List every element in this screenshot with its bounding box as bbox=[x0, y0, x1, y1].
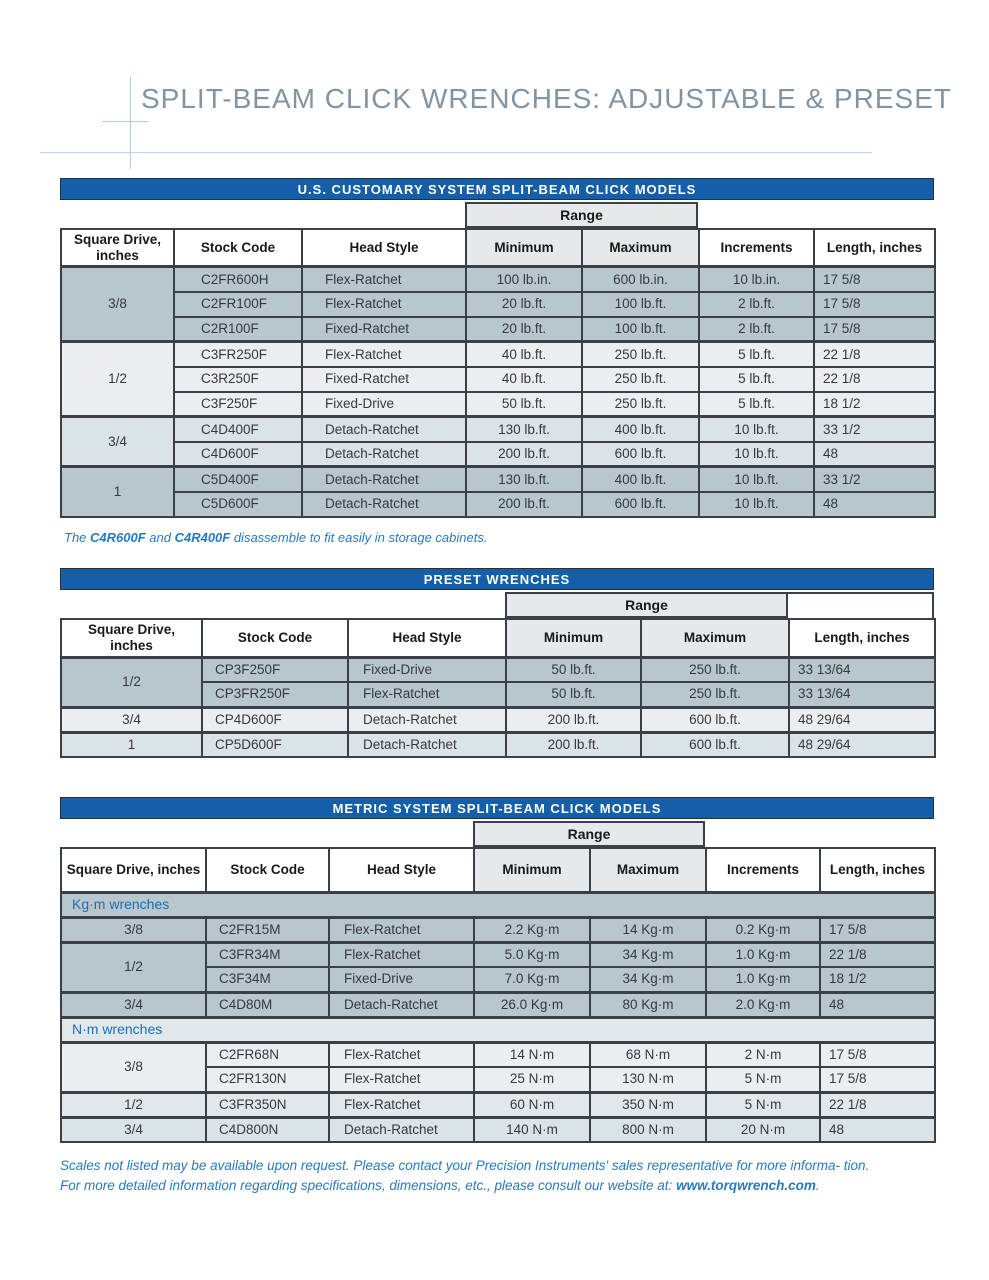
cell-length: 48 bbox=[820, 992, 935, 1017]
cell-head-style: Fixed-Drive bbox=[348, 657, 506, 682]
note-text: and bbox=[145, 530, 175, 545]
spec-table bbox=[60, 618, 936, 758]
drive-size-cell: 1 bbox=[61, 732, 202, 757]
cell-length: 33 13/64 bbox=[789, 682, 935, 707]
cell-maximum: 34 Kg·m bbox=[590, 967, 706, 992]
cell-length: 33 1/2 bbox=[814, 467, 935, 492]
cell-length: 48 29/64 bbox=[789, 732, 935, 757]
footer-note bbox=[60, 1156, 878, 1195]
cell-stock-code: CP3F250F bbox=[202, 657, 348, 682]
footer-text-line2: tion. For more detailed information regarding specifications, dimensions, etc., please consult our website at: bbox=[60, 1158, 870, 1193]
table-row bbox=[61, 367, 935, 392]
cell-stock-code: C5D600F bbox=[174, 492, 302, 517]
cell-maximum: 600 lb.ft. bbox=[641, 707, 789, 732]
cell-maximum: 250 lb.ft. bbox=[582, 392, 699, 417]
cell-stock-code: C2FR100F bbox=[174, 292, 302, 317]
cell-increments: 2 N·m bbox=[706, 1042, 820, 1067]
cell-head-style: Detach-Ratchet bbox=[302, 442, 466, 467]
cell-maximum: 600 lb.ft. bbox=[582, 442, 699, 467]
cell-maximum: 68 N·m bbox=[590, 1042, 706, 1067]
column-header-increments: Increments bbox=[706, 848, 820, 892]
cell-minimum: 25 N·m bbox=[474, 1067, 590, 1092]
cell-head-style: Detach-Ratchet bbox=[329, 1117, 474, 1142]
range-header-row bbox=[60, 590, 934, 618]
note-text: The bbox=[64, 530, 91, 545]
cell-head-style: Detach-Ratchet bbox=[302, 417, 466, 442]
cell-increments: 10 lb.ft. bbox=[699, 467, 814, 492]
disassembly-note bbox=[64, 530, 487, 545]
cell-maximum: 34 Kg·m bbox=[590, 942, 706, 967]
cell-maximum: 250 lb.ft. bbox=[582, 342, 699, 367]
table-row bbox=[61, 392, 935, 417]
table-row bbox=[61, 657, 935, 682]
column-header-stock-code: Stock Code bbox=[174, 229, 302, 267]
us-customary-table bbox=[60, 178, 934, 518]
column-header-head-style: Head Style bbox=[348, 619, 506, 657]
cell-length: 17 5/8 bbox=[814, 292, 935, 317]
cell-head-style: Flex-Ratchet bbox=[302, 292, 466, 317]
cell-increments: 2 lb.ft. bbox=[699, 317, 814, 342]
cell-minimum: 130 lb.ft. bbox=[466, 417, 582, 442]
cell-head-style: Detach-Ratchet bbox=[348, 732, 506, 757]
table-row bbox=[61, 492, 935, 517]
cell-head-style: Flex-Ratchet bbox=[348, 682, 506, 707]
table-row bbox=[61, 992, 935, 1017]
note-stock-code: C4R400F bbox=[174, 530, 231, 545]
column-header-square-drive: Square Drive, inches bbox=[61, 229, 174, 267]
cell-stock-code: C2FR68N bbox=[206, 1042, 329, 1067]
table-row bbox=[61, 942, 935, 967]
column-header-minimum: Minimum bbox=[474, 848, 590, 892]
column-header-maximum: Maximum bbox=[590, 848, 706, 892]
cell-increments: 1.0 Kg·m bbox=[706, 967, 820, 992]
drive-size-cell: 3/4 bbox=[61, 707, 202, 732]
cell-minimum: 200 lb.ft. bbox=[506, 732, 641, 757]
cell-stock-code: C3FR34M bbox=[206, 942, 329, 967]
drive-size-cell: 1/2 bbox=[61, 942, 206, 992]
column-header-increments: Increments bbox=[699, 229, 814, 267]
cell-maximum: 80 Kg·m bbox=[590, 992, 706, 1017]
cell-minimum: 7.0 Kg·m bbox=[474, 967, 590, 992]
cell-length: 17 5/8 bbox=[814, 317, 935, 342]
cell-head-style: Detach-Ratchet bbox=[302, 467, 466, 492]
cell-head-style: Flex-Ratchet bbox=[329, 1067, 474, 1092]
cell-head-style: Fixed-Ratchet bbox=[302, 317, 466, 342]
section-label: N·m wrenches bbox=[61, 1017, 935, 1042]
cell-minimum: 200 lb.ft. bbox=[466, 442, 582, 467]
cell-stock-code: CP3FR250F bbox=[202, 682, 348, 707]
drive-size-cell: 1 bbox=[61, 467, 174, 517]
range-header: Range bbox=[473, 821, 705, 847]
cell-minimum: 140 N·m bbox=[474, 1117, 590, 1142]
cell-stock-code: C4D800N bbox=[206, 1117, 329, 1142]
table-row bbox=[61, 707, 935, 732]
cell-head-style: Flex-Ratchet bbox=[302, 342, 466, 367]
cell-maximum: 250 lb.ft. bbox=[582, 367, 699, 392]
cell-stock-code: C2FR15M bbox=[206, 917, 329, 942]
cell-maximum: 600 lb.ft. bbox=[641, 732, 789, 757]
range-spacer-cell bbox=[786, 592, 934, 618]
header-row bbox=[61, 619, 935, 657]
cell-length: 48 29/64 bbox=[789, 707, 935, 732]
cell-maximum: 400 lb.ft. bbox=[582, 467, 699, 492]
cell-stock-code: C2FR600H bbox=[174, 267, 302, 292]
range-header-row bbox=[60, 200, 934, 228]
column-header-maximum: Maximum bbox=[641, 619, 789, 657]
table-row bbox=[61, 1042, 935, 1067]
footer-text-line1: Scales not listed may be available upon request. Please contact your Precision Instruments' sales representative for more informa- bbox=[60, 1158, 840, 1173]
cell-head-style: Flex-Ratchet bbox=[302, 267, 466, 292]
cell-minimum: 26.0 Kg·m bbox=[474, 992, 590, 1017]
cell-stock-code: CP4D600F bbox=[202, 707, 348, 732]
column-header-stock-code: Stock Code bbox=[206, 848, 329, 892]
cell-increments: 1.0 Kg·m bbox=[706, 942, 820, 967]
drive-size-cell: 3/8 bbox=[61, 267, 174, 342]
section-row bbox=[61, 1017, 935, 1042]
column-header-length: Length, inches bbox=[789, 619, 935, 657]
cell-maximum: 600 lb.in. bbox=[582, 267, 699, 292]
cell-maximum: 250 lb.ft. bbox=[641, 682, 789, 707]
range-header-row bbox=[60, 819, 934, 847]
cell-maximum: 400 lb.ft. bbox=[582, 417, 699, 442]
column-header-head-style: Head Style bbox=[302, 229, 466, 267]
cell-length: 17 5/8 bbox=[820, 917, 935, 942]
cell-minimum: 60 N·m bbox=[474, 1092, 590, 1117]
footer-period: . bbox=[815, 1177, 820, 1193]
cell-minimum: 14 N·m bbox=[474, 1042, 590, 1067]
cell-maximum: 600 lb.ft. bbox=[582, 492, 699, 517]
cell-minimum: 2.2 Kg·m bbox=[474, 917, 590, 942]
table-row bbox=[61, 317, 935, 342]
cell-length: 17 5/8 bbox=[820, 1042, 935, 1067]
cell-stock-code: C2R100F bbox=[174, 317, 302, 342]
cell-length: 22 1/8 bbox=[820, 942, 935, 967]
page-title: SPLIT-BEAM CLICK WRENCHES: ADJUSTABLE & PRESET bbox=[141, 83, 952, 114]
cell-increments: 5 N·m bbox=[706, 1092, 820, 1117]
drive-size-cell: 1/2 bbox=[61, 657, 202, 707]
cell-minimum: 20 lb.ft. bbox=[466, 292, 582, 317]
cell-increments: 5 lb.ft. bbox=[699, 342, 814, 367]
table-row bbox=[61, 267, 935, 292]
table-row bbox=[61, 1117, 935, 1142]
cell-stock-code: CP5D600F bbox=[202, 732, 348, 757]
crosshair-vertical-line bbox=[130, 76, 131, 169]
table-row bbox=[61, 292, 935, 317]
cell-length: 22 1/8 bbox=[814, 367, 935, 392]
cell-head-style: Detach-Ratchet bbox=[329, 992, 474, 1017]
table-row bbox=[61, 467, 935, 492]
cell-stock-code: C3R250F bbox=[174, 367, 302, 392]
title-underline-rule bbox=[40, 152, 872, 153]
cell-head-style: Flex-Ratchet bbox=[329, 942, 474, 967]
cell-length: 48 bbox=[814, 492, 935, 517]
drive-size-cell: 3/8 bbox=[61, 917, 206, 942]
cell-head-style: Fixed-Drive bbox=[329, 967, 474, 992]
table-title-bar: U.S. CUSTOMARY SYSTEM SPLIT-BEAM CLICK MODELS bbox=[60, 178, 934, 200]
cell-stock-code: C5D400F bbox=[174, 467, 302, 492]
cell-length: 48 bbox=[814, 442, 935, 467]
column-header-length: Length, inches bbox=[820, 848, 935, 892]
cell-length: 22 1/8 bbox=[820, 1092, 935, 1117]
preset-wrenches-table bbox=[60, 568, 934, 758]
cell-length: 18 1/2 bbox=[814, 392, 935, 417]
table-title-bar: PRESET WRENCHES bbox=[60, 568, 934, 590]
cell-minimum: 50 lb.ft. bbox=[506, 657, 641, 682]
column-header-minimum: Minimum bbox=[466, 229, 582, 267]
cell-length: 48 bbox=[820, 1117, 935, 1142]
cell-stock-code: C3F250F bbox=[174, 392, 302, 417]
cell-length: 18 1/2 bbox=[820, 967, 935, 992]
table-row bbox=[61, 417, 935, 442]
cell-increments: 10 lb.ft. bbox=[699, 492, 814, 517]
cell-maximum: 100 lb.ft. bbox=[582, 317, 699, 342]
cell-increments: 20 N·m bbox=[706, 1117, 820, 1142]
header-row bbox=[61, 229, 935, 267]
cell-minimum: 40 lb.ft. bbox=[466, 367, 582, 392]
cell-length: 22 1/8 bbox=[814, 342, 935, 367]
cell-maximum: 250 lb.ft. bbox=[641, 657, 789, 682]
cell-maximum: 130 N·m bbox=[590, 1067, 706, 1092]
section-row bbox=[61, 892, 935, 917]
table-row bbox=[61, 732, 935, 757]
cell-stock-code: C2FR130N bbox=[206, 1067, 329, 1092]
cell-stock-code: C4D80M bbox=[206, 992, 329, 1017]
cell-minimum: 200 lb.ft. bbox=[506, 707, 641, 732]
table-row bbox=[61, 917, 935, 942]
spec-table bbox=[60, 847, 936, 1143]
cell-minimum: 200 lb.ft. bbox=[466, 492, 582, 517]
cell-maximum: 100 lb.ft. bbox=[582, 292, 699, 317]
cell-stock-code: C3F34M bbox=[206, 967, 329, 992]
range-header: Range bbox=[465, 202, 698, 228]
cell-head-style: Fixed-Ratchet bbox=[302, 367, 466, 392]
cell-head-style: Fixed-Drive bbox=[302, 392, 466, 417]
drive-size-cell: 3/4 bbox=[61, 1117, 206, 1142]
cell-stock-code: C3FR250F bbox=[174, 342, 302, 367]
cell-head-style: Detach-Ratchet bbox=[348, 707, 506, 732]
cell-minimum: 50 lb.ft. bbox=[506, 682, 641, 707]
cell-minimum: 50 lb.ft. bbox=[466, 392, 582, 417]
table-row bbox=[61, 1092, 935, 1117]
column-header-square-drive: Square Drive, inches bbox=[61, 619, 202, 657]
spec-table bbox=[60, 228, 936, 518]
cell-increments: 5 N·m bbox=[706, 1067, 820, 1092]
cell-increments: 2.0 Kg·m bbox=[706, 992, 820, 1017]
cell-length: 33 13/64 bbox=[789, 657, 935, 682]
note-stock-code: C4R600F bbox=[90, 530, 146, 545]
cell-maximum: 800 N·m bbox=[590, 1117, 706, 1142]
cell-stock-code: C3FR350N bbox=[206, 1092, 329, 1117]
cell-minimum: 20 lb.ft. bbox=[466, 317, 582, 342]
cell-stock-code: C4D400F bbox=[174, 417, 302, 442]
cell-length: 17 5/8 bbox=[820, 1067, 935, 1092]
cell-increments: 2 lb.ft. bbox=[699, 292, 814, 317]
cell-length: 33 1/2 bbox=[814, 417, 935, 442]
cell-length: 17 5/8 bbox=[814, 267, 935, 292]
cell-increments: 5 lb.ft. bbox=[699, 367, 814, 392]
cell-minimum: 5.0 Kg·m bbox=[474, 942, 590, 967]
table-title-bar: METRIC SYSTEM SPLIT-BEAM CLICK MODELS bbox=[60, 797, 934, 819]
column-header-minimum: Minimum bbox=[506, 619, 641, 657]
column-header-maximum: Maximum bbox=[582, 229, 699, 267]
cell-stock-code: C4D600F bbox=[174, 442, 302, 467]
range-header: Range bbox=[505, 592, 788, 618]
drive-size-cell: 3/4 bbox=[61, 992, 206, 1017]
cell-head-style: Flex-Ratchet bbox=[329, 917, 474, 942]
cell-head-style: Flex-Ratchet bbox=[329, 1092, 474, 1117]
note-text: disassemble to fit easily in storage cabinets. bbox=[230, 530, 488, 545]
drive-size-cell: 3/8 bbox=[61, 1042, 206, 1092]
section-label: Kg·m wrenches bbox=[61, 892, 935, 917]
drive-size-cell: 1/2 bbox=[61, 1092, 206, 1117]
cell-minimum: 130 lb.ft. bbox=[466, 467, 582, 492]
drive-size-cell: 3/4 bbox=[61, 417, 174, 467]
website-link: www.torqwrench.com bbox=[676, 1177, 816, 1193]
cell-head-style: Flex-Ratchet bbox=[329, 1042, 474, 1067]
cell-increments: 10 lb.in. bbox=[699, 267, 814, 292]
header-row bbox=[61, 848, 935, 892]
cell-increments: 0.2 Kg·m bbox=[706, 917, 820, 942]
cell-increments: 5 lb.ft. bbox=[699, 392, 814, 417]
cell-maximum: 14 Kg·m bbox=[590, 917, 706, 942]
cell-minimum: 100 lb.in. bbox=[466, 267, 582, 292]
metric-system-table bbox=[60, 797, 934, 1143]
table-row bbox=[61, 442, 935, 467]
drive-size-cell: 1/2 bbox=[61, 342, 174, 417]
cell-minimum: 40 lb.ft. bbox=[466, 342, 582, 367]
column-header-length: Length, inches bbox=[814, 229, 935, 267]
column-header-square-drive: Square Drive, inches bbox=[61, 848, 206, 892]
cell-increments: 10 lb.ft. bbox=[699, 417, 814, 442]
column-header-head-style: Head Style bbox=[329, 848, 474, 892]
cell-increments: 10 lb.ft. bbox=[699, 442, 814, 467]
table-row bbox=[61, 342, 935, 367]
column-header-stock-code: Stock Code bbox=[202, 619, 348, 657]
cell-maximum: 350 N·m bbox=[590, 1092, 706, 1117]
cell-head-style: Detach-Ratchet bbox=[302, 492, 466, 517]
crosshair-horizontal-tick bbox=[102, 121, 148, 122]
